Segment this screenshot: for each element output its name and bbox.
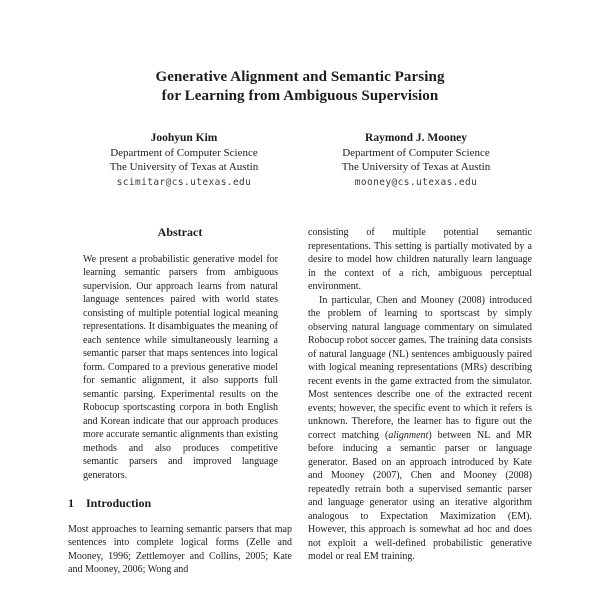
author-block-1: [68, 131, 300, 190]
two-column-body: [68, 226, 532, 577]
author-affiliation-1: Department of Computer Science: [110, 147, 258, 159]
author-name: Joohyun Kim: [150, 132, 218, 144]
section-number: 1: [68, 496, 74, 510]
author-blocks: [68, 131, 532, 190]
paper-content: [68, 68, 532, 577]
left-column: [68, 226, 292, 577]
author-email: scimitar@cs.utexas.edu: [116, 177, 252, 188]
paper-title: [68, 68, 532, 106]
author-email: mooney@cs.utexas.edu: [354, 177, 478, 188]
right-column: [308, 226, 532, 577]
body-paragraph-text-1: In particular, Chen and Mooney (2008) introduced the problem of learning to sportscast by simply observing natural language commentary on simulated Robocup robot soccer games. The training data consists of natural language (NL) sentences ambiguously paired with logical meaning representations (MRs) describing recent events in the game extracted from the simulator. Most sentences describe one of the extracted recent events; however, the specific event to which it refers is unknown. Therefore, the learner has to figure out the correct matching (: [308, 294, 532, 441]
italic-term-alignment: alignment: [388, 429, 429, 441]
author-affiliation-1: Department of Computer Science: [342, 147, 490, 159]
author-affiliation-2: The University of Texas at Austin: [109, 161, 259, 173]
author-name: Raymond J. Mooney: [365, 132, 467, 144]
body-paragraph-text-2: ) between NL and MR before inducing a semantic parser or language generator. Based on an approach introduced by Kate and Mooney (2007), Chen and Mooney (2008) repeatedly retrain both a supervised semantic parser and language generator using an iterative algorithm analogous to Expectation Maximization (EM). However, this approach is somewhat ad hoc and does not exploit a well-defined probabilistic generative model or real EM training.: [308, 429, 532, 562]
title-line-2: for Learning from Ambiguous Supervision: [161, 88, 439, 104]
title-line-1: Generative Alignment and Semantic Parsing: [155, 69, 445, 85]
continuation-paragraph: consisting of multiple potential semantic representations. This setting is partially motivated by a desire to model how children naturally learn language in the context of a rich, ambiguous perceptual environment.: [308, 227, 532, 292]
author-block-2: [300, 131, 532, 190]
abstract-heading: Abstract: [157, 225, 203, 239]
section-heading-introduction: [68, 497, 292, 511]
body-paragraph: [308, 294, 532, 564]
intro-paragraph: Most approaches to learning semantic parsers that map sentences into complete logical forms (Zelle and Mooney, 1996; Zettlemoyer and Collins, 2005; Kate and Mooney, 2006; Wong and: [68, 523, 292, 575]
section-title: Introduction: [86, 496, 152, 510]
abstract-text: We present a probabilistic generative model for learning semantic parsers from ambiguous supervision. Our approach learns from natural language sentences paired with world states consisting of multiple potential logical meaning representations. It disambiguates the meaning of each sentence while simultaneously learning a semantic parser that maps sentences into logical form. Compared to a previous generative model for semantic alignment, it also supports full semantic parsing. Experimental results on the Robocup sportscasting corpora in both English and Korean indicate that our approach produces more accurate semantic alignments than existing methods and also produces competitive semantic parsers and improved language generators.: [83, 253, 278, 481]
author-affiliation-2: The University of Texas at Austin: [341, 161, 491, 173]
